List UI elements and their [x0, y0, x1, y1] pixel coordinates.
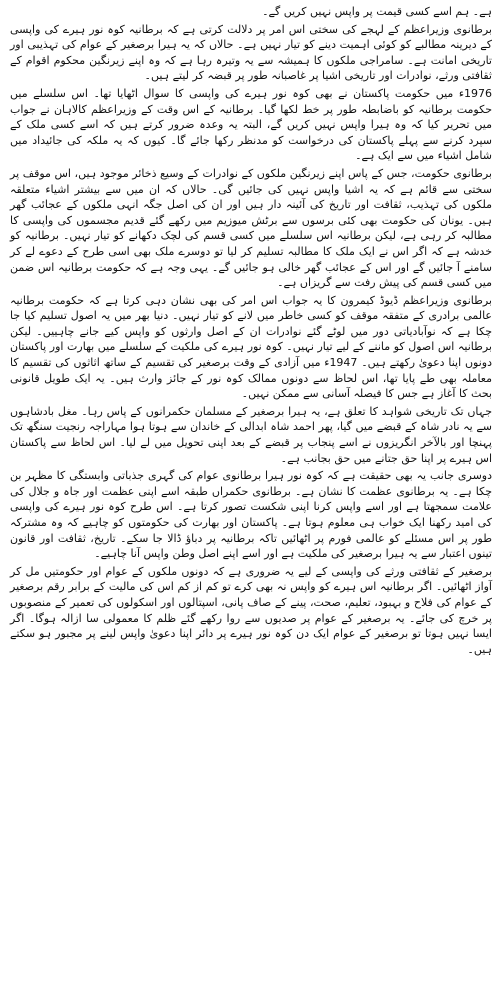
- article-paragraph-5: برطانوی وزیراعظم ڈیوڈ کیمرون کا یہ جواب اس امر کی بھی نشان دہی کرتا ہے کہ حکومت برطانیہ عالمی برادری کے متفقہ موقف کو کسی خاطر میں لانے کو تیار نہیں۔ دنیا بھر میں یہ اصول تسلیم کیا جا چکا ہے کہ نوآبادیاتی دور میں لوٹے گئے نوادرات ان کے اصل وارثوں کو واپس کیے جانے چاہییں۔ لیکن برطانیہ اس اصول کو ماننے کے لیے تیار نہیں۔ کوہ نور ہیرے کی ملکیت کے سلسلے میں بھارت اور پاکستان دونوں اپنا دعویٰ رکھتے ہیں۔ 1947ء میں آزادی کے وقت برصغیر کی تقسیم کے ساتھ اثاثوں کی تقسیم کا معاملہ بھی طے پایا تھا، اس لحاظ سے دونوں ممالک کوہ نور کے جائز وارث ہیں۔ یہ ایک طویل قانونی بحث کا آغاز ہے جس کا فیصلہ آسانی سے ممکن نہیں۔: [10, 293, 493, 401]
- article-paragraph-4: برطانوی حکومت، جس کے پاس اپنے زیرنگین ملکوں کے نوادرات کے وسیع ذخائر موجود ہیں، اس موقف پر سختی سے قائم ہے کہ یہ اشیا واپس نہیں کی جائیں گی۔ حالاں کہ ان میں سے بیشتر اشیاء متعلقہ ملکوں کی تہذیب، ثقافت اور تاریخ کی آئینہ دار ہیں اور ان کی اصل جگہ انہی ملکوں کے عجائب گھر ہیں۔ یونان کی حکومت بھی کئی برسوں سے برٹش میوزیم میں رکھے گئے قدیم مجسموں کی واپسی کا مطالبہ کر رہی ہے، لیکن برطانیہ اس سلسلے میں کسی قسم کی لچک دکھانے کو تیار نہیں۔ برطانیہ کو خدشہ ہے کہ اگر اس نے ایک ملک کا مطالبہ تسلیم کر لیا تو دوسرے ملک بھی اسی طرح کے دعوے لے کر سامنے آ جائیں گے اور اس کے عجائب گھر خالی ہو جائیں گے۔ یہی وجہ ہے کہ حکومت برطانیہ اس ضمن میں کسی قسم کی پیش رفت سے گریزاں ہے۔: [10, 166, 492, 290]
- article-paragraph-6: جہاں تک تاریخی شواہد کا تعلق ہے، یہ ہیرا برصغیر کے مسلمان حکمرانوں کے پاس رہا۔ مغل بادشاہوں سے یہ نادر شاہ کے قبضے میں گیا، پھر احمد شاہ ابدالی کے خاندان سے ہوتا ہوا مہاراجہ رنجیت سنگھ تک پہنچا اور بالآخر انگریزوں نے اسے پنجاب پر قبضے کے بعد اپنی تحویل میں لے لیا۔ اس لحاظ سے پاکستان اس ہیرے پر اپنا حق جتانے میں حق بجانب ہے۔: [10, 404, 492, 465]
- article-paragraph-3: 1976ء میں حکومت پاکستان نے بھی کوہ نور ہیرے کی واپسی کا سوال اٹھایا تھا۔ اس سلسلے میں حکومت برطانیہ کو باضابطہ طور پر خط لکھا گیا۔ برطانیہ کے اس وقت کے وزیراعظم کالاہان نے جواب میں تحریر کیا کہ وہ ہیرا واپس نہیں کریں گے، البتہ یہ وعدہ ضرور کرتے ہیں کہ اسے کسی ملک کے سپرد کرنے سے پہلے پاکستان کی درخواست کو مدنظر رکھا جائے گا۔ کیوں کہ یہ ملکہ کی جائیداد میں شامل اشیاء میں سے ایک ہے۔: [10, 86, 492, 163]
- article-paragraph-7: دوسری جانب یہ بھی حقیقت ہے کہ کوہ نور ہیرا برطانوی عوام کی گہری جذباتی وابستگی کا مظہر بن چکا ہے۔ یہ برطانوی عظمت کا نشان ہے۔ برطانوی حکمراں طبقہ اسے اپنی عظمت اور جاہ و جلال کی علامت سمجھتا ہے اور اسے واپس کرنا اپنی شکست تصور کرتا ہے۔ اس طرح کوہ نور ہیرے کی واپسی کی امید رکھنا ایک خواب ہی معلوم ہوتا ہے۔ پاکستان اور بھارت کی حکومتوں کو چاہیے کہ وہ مشترکہ طور پر اس مسئلے کو عالمی فورم پر اٹھائیں تاکہ برطانیہ پر دباؤ ڈالا جا سکے۔ تاریخ، ثقافت اور قانون تینوں اعتبار سے یہ ہیرا برصغیر کی ملکیت ہے اور اسے اپنے اصل وطن واپس آنا چاہیے۔: [10, 469, 492, 561]
- article-paragraph-8: برصغیر کے ثقافتی ورثے کی واپسی کے لیے یہ ضروری ہے کہ دونوں ملکوں کے عوام اور حکومتیں مل کر آواز اٹھائیں۔ اگر برطانیہ اس ہیرے کو واپس نہ بھی کرے تو کم از کم اس کی مالیت کے برابر رقم برصغیر کے عوام کی فلاح و بہبود، تعلیم، صحت، پینے کے صاف پانی، اسپتالوں اور اسکولوں کی تعمیر کے منصوبوں پر خرچ کی جائے۔ یہ برصغیر کے عوام پر صدیوں سے روا رکھے گئے ظلم کا معمولی سا ازالہ ہوگا۔ اگر ایسا نہیں ہوتا تو برصغیر کے عوام ایک دن کوہ نور ہیرے پر دائر اپنا دعویٰ واپس لینے پر مجبور ہو سکتے ہیں۔: [10, 564, 492, 656]
- article-paragraph-2: برطانوی وزیراعظم کے لہجے کی سختی اس امر پر دلالت کرتی ہے کہ برطانیہ کوہ نور ہیرے کی واپسی کے دیرینہ مطالبے کو کوئی اہمیت دینے کو تیار نہیں ہے۔ حالاں کہ یہ ہیرا برصغیر کے عوام کی تہذیبی اور تاریخی امانت ہے۔ سامراجی ملکوں کا ہمیشہ سے یہ وتیرہ رہا ہے کہ وہ اپنے زیرنگین محکوم اقوام کے ثقافتی ورثے، نوادرات اور تاریخی اشیا پر غاصبانہ طور پر قبضہ کر لیتے ہیں۔: [10, 22, 492, 83]
- article-paragraph-1: ہے۔ ہم اسے کسی قیمت پر واپس نہیں کریں گے۔: [262, 5, 492, 18]
